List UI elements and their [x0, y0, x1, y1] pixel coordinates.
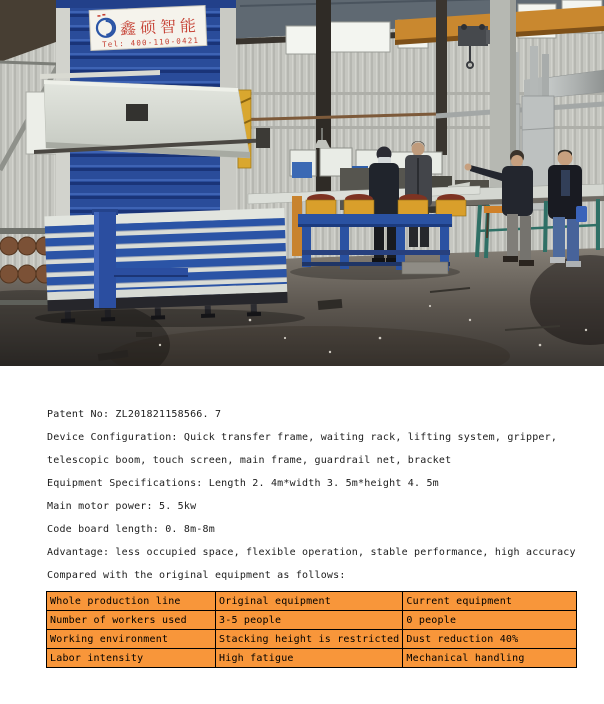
description-line-configuration: Device Configuration: Quick transfer frame, waiting rack, lifting system, gripper,	[47, 432, 558, 443]
description-line-compared: Compared with the original equipment as follows:	[47, 570, 346, 581]
table-cell: 0 people	[403, 611, 577, 630]
description-line-board-length: Code board length: 0. 8m-8m	[47, 524, 215, 535]
description-line-configuration-2: telescopic boom, touch screen, main frame, guardrail net, bracket	[47, 455, 452, 466]
table-cell: High fatigue	[216, 649, 403, 668]
product-description	[47, 403, 604, 587]
table-row	[47, 649, 577, 668]
description-line-patent: Patent No: ZL201821158566. 7	[47, 409, 222, 420]
comparison-table	[46, 591, 577, 668]
table-cell: Current equipment	[403, 592, 577, 611]
table-cell: 3-5 people	[216, 611, 403, 630]
table-cell: Whole production line	[47, 592, 216, 611]
table-cell: Number of workers used	[47, 611, 216, 630]
table-cell: Labor intensity	[47, 649, 216, 668]
description-line-motor-power: Main motor power: 5. 5kw	[47, 501, 197, 512]
table-cell: Original equipment	[216, 592, 403, 611]
table-cell: Dust reduction 40%	[403, 630, 577, 649]
description-line-advantage: Advantage: less occupied space, flexible operation, stable performance, high accuracy	[47, 547, 576, 558]
table-row	[47, 630, 577, 649]
brand-sign-text: 鑫硕智能	[119, 15, 201, 39]
table-cell: Stacking height is restricted	[216, 630, 403, 649]
stack-shadow	[35, 309, 305, 327]
sandwich-panel-stack	[44, 208, 288, 323]
table-row	[47, 592, 577, 611]
table-cell: Working environment	[47, 630, 216, 649]
description-line-specifications: Equipment Specifications: Length 2. 4m*width 3. 5m*height 4. 5m	[47, 478, 439, 489]
brand-sign	[89, 5, 207, 50]
table-cell: Mechanical handling	[403, 649, 577, 668]
table-row	[47, 611, 577, 630]
brand-sign-tel: Tel: 400-110-0421	[101, 35, 200, 50]
